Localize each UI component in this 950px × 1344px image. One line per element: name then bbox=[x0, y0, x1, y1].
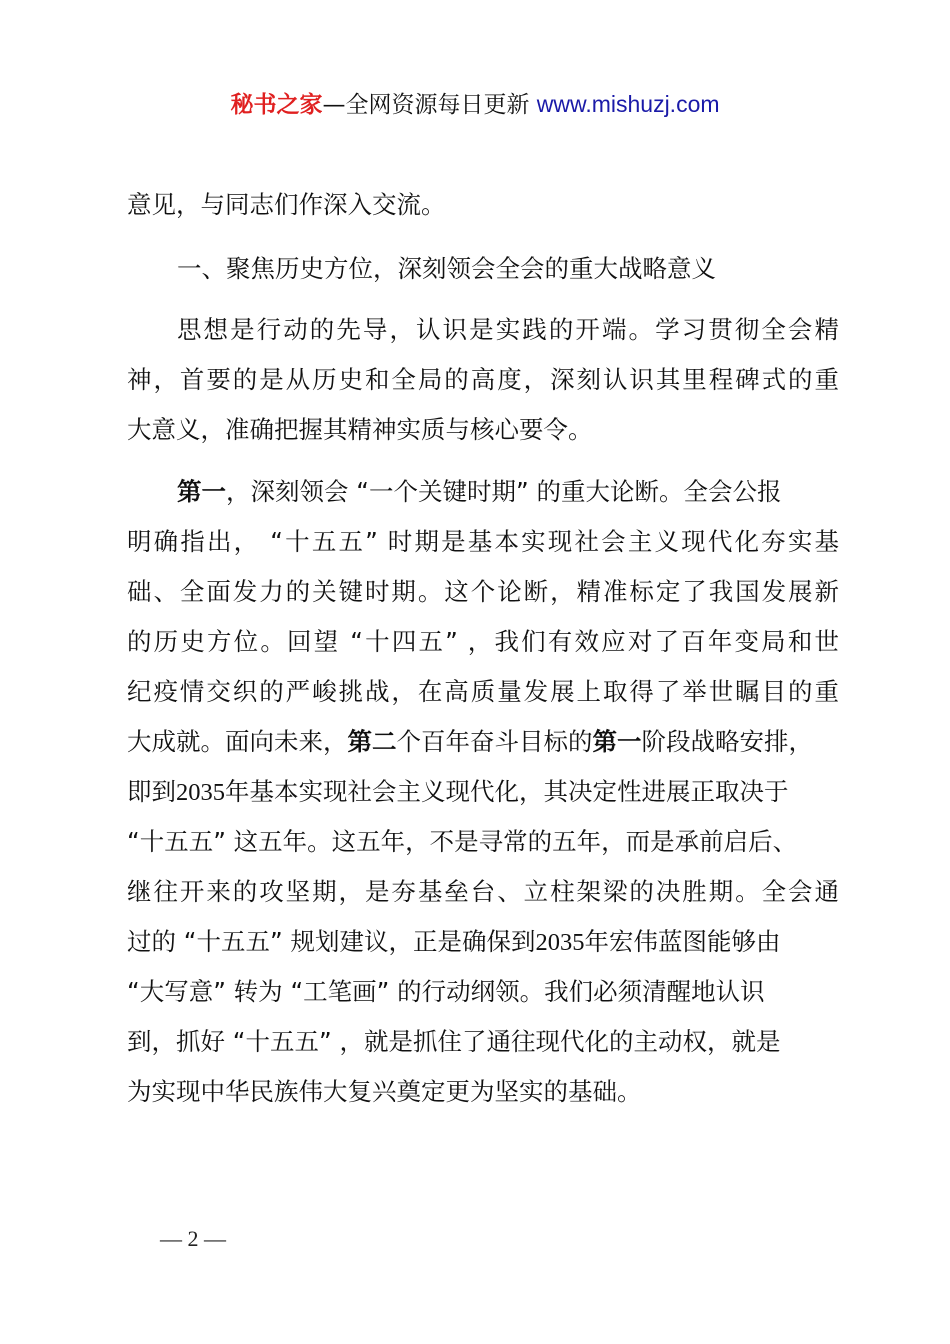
paragraph-line: 为实现中华民族伟大复兴奠定更为坚实的基础。 bbox=[127, 1077, 642, 1106]
paragraph-line: 即到2035年基本实现社会主义现代化，其决定性进展正取决于 bbox=[127, 777, 789, 806]
paragraph-line: “大写意” 转为 “工笔画” 的行动纲领。我们必须清醒地认识 bbox=[127, 977, 765, 1006]
paragraph-opening bbox=[127, 180, 839, 230]
section-heading bbox=[127, 244, 839, 294]
paragraph-line: 明确指出， “十五五” 时期是基本实现社会主义现代化夯实基 bbox=[127, 527, 839, 556]
paragraph-line: 大意义，准确把握其精神实质与核心要令。 bbox=[127, 415, 593, 444]
page-number: — 2 — bbox=[160, 1226, 226, 1251]
site-url-link[interactable]: www.mishuzj.com bbox=[536, 91, 720, 117]
section-heading-text: 一、聚焦历史方位，深刻领会全会的重大战略意义 bbox=[177, 254, 716, 283]
paragraph-intro bbox=[127, 305, 839, 455]
paragraph-line: 到，抓好 “十五五” ，就是抓住了通往现代化的主动权，就是 bbox=[127, 1027, 781, 1056]
paragraph-line: “十五五” 这五年。这五年，不是寻常的五年，而是承前启后、 bbox=[127, 827, 798, 856]
paragraph-line: 继往开来的攻坚期，是夯基垒台、立柱架梁的决胜期。全会通 bbox=[127, 877, 839, 906]
paragraph-line: 意见，与同志们作深入交流。 bbox=[127, 190, 446, 219]
header-tagline: —全网资源每日更新 bbox=[322, 92, 530, 118]
paragraph-line: 大成就。面向未来，第二个百年奋斗目标的第一阶段战略安排， bbox=[127, 727, 813, 756]
emphasis-second: 第二 bbox=[347, 727, 397, 756]
page-header bbox=[0, 86, 950, 123]
emphasis-first: 第一 bbox=[177, 477, 226, 506]
paragraph-line: 的历史方位。回望 “十四五” ，我们有效应对了百年变局和世 bbox=[127, 627, 839, 656]
paragraph-line: 思想是行动的先导，认识是实践的开端。学习贯彻全会精 bbox=[177, 315, 839, 344]
paragraph-first-point bbox=[127, 467, 839, 1117]
paragraph-line: 神，首要的是从历史和全局的高度，深刻认识其里程碑式的重 bbox=[127, 365, 839, 394]
paragraph-line: 第一，深刻领会 “一个关键时期” 的重大论断。全会公报 bbox=[177, 477, 782, 506]
paragraph-line: 础、全面发力的关键时期。这个论断，精准标定了我国发展新 bbox=[127, 577, 839, 606]
paragraph-line: 纪疫情交织的严峻挑战，在高质量发展上取得了举世瞩目的重 bbox=[127, 677, 839, 706]
paragraph-line: 过的 “十五五” 规划建议，正是确保到2035年宏伟蓝图能够由 bbox=[127, 927, 781, 956]
emphasis-first: 第一 bbox=[592, 727, 642, 756]
brand-name: 秘书之家 bbox=[230, 92, 323, 118]
